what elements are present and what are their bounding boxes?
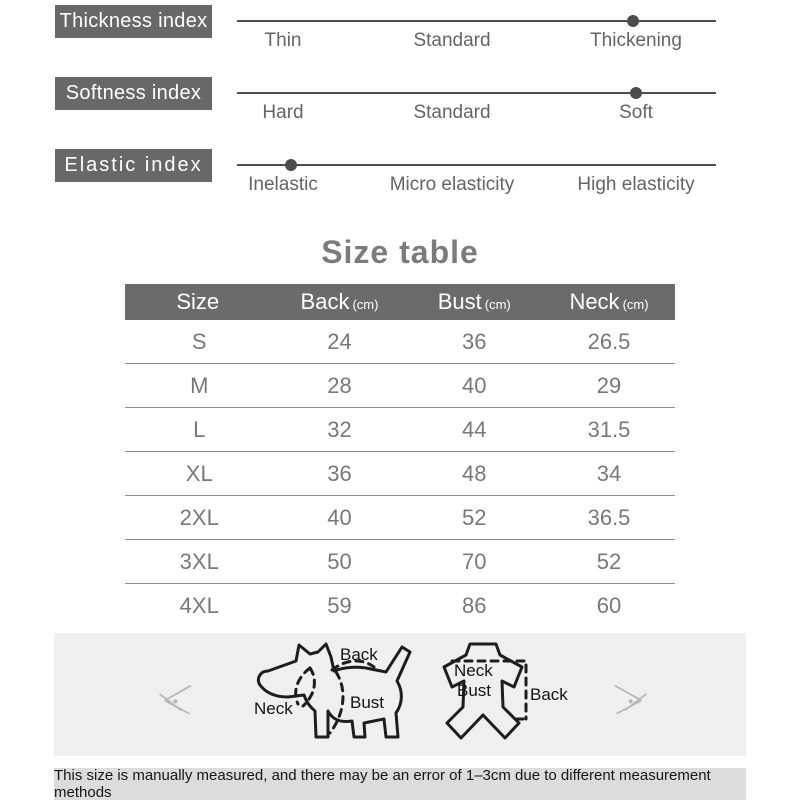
measurement-cell: 70: [462, 548, 487, 574]
measurement-cell: 26.5: [587, 328, 631, 354]
thickness-track: [237, 20, 716, 22]
carousel-prev-icon[interactable]: [158, 679, 196, 717]
measurement-cell: 52: [596, 548, 622, 574]
column-header-bust: Bust (cm): [406, 284, 544, 320]
softness-option-standard: Standard: [413, 102, 491, 123]
measurement-cell: 40: [327, 504, 352, 530]
elastic-option-inelastic: Inelastic: [248, 174, 318, 195]
size-cell: 4XL: [179, 592, 219, 618]
measurement-cell: 40: [462, 372, 487, 398]
thickness-index-row: [0, 0, 800, 70]
measurement-cell: 36: [462, 328, 487, 354]
softness-track: [237, 92, 716, 94]
size-cell: 2XL: [179, 504, 219, 530]
dog-bust-label: Bust: [350, 693, 385, 712]
size-table-row: [125, 540, 675, 584]
measurement-diagram-strip: [54, 633, 746, 756]
measurement-cell: 59: [327, 592, 352, 618]
column-header-neck: Neck (cm): [543, 284, 675, 320]
measurement-cell: 50: [327, 548, 352, 574]
size-cell: M: [190, 372, 209, 398]
elastic-dot-icon: [285, 159, 297, 171]
measurement-cell: 48: [462, 460, 487, 486]
softness-dot-icon: [630, 87, 642, 99]
size-table-header-row: [125, 284, 675, 320]
size-cell: S: [191, 328, 207, 354]
elastic-index-row: [0, 144, 800, 214]
measurement-cell: 24: [327, 328, 352, 354]
thickness-option-thin: Thin: [264, 30, 302, 51]
thickness-option-standard: Standard: [413, 30, 491, 51]
size-cell: L: [193, 416, 206, 442]
measurement-cell: 29: [596, 372, 622, 398]
dog-measurement-illustration: [244, 639, 429, 753]
measurement-cell: 28: [327, 372, 352, 398]
thickness-dot-icon: [627, 15, 639, 27]
measurement-cell: 36: [327, 460, 352, 486]
size-table-row: [125, 496, 675, 540]
measurement-cell: 36.5: [587, 504, 631, 530]
measurement-cell: 34: [596, 460, 622, 486]
disclaimer-text: This size is manually measured, and there may be an error of 1–3cm due to different measurement methods: [54, 767, 711, 801]
thickness-index-badge: Thickness index: [55, 5, 212, 38]
garment-bust-label: Bust: [457, 681, 492, 700]
size-table-row: [125, 584, 675, 628]
elastic-option-micro: Micro elasticity: [389, 174, 515, 195]
dog-neck-label: Neck: [254, 699, 293, 718]
measurement-cell: 32: [327, 416, 352, 442]
size-table-row: [125, 452, 675, 496]
measurement-cell: 31.5: [587, 416, 631, 442]
measurement-cell: 44: [462, 416, 487, 442]
softness-option-soft: Soft: [619, 102, 653, 123]
measurement-cell: 60: [596, 592, 622, 618]
elastic-track: [237, 164, 716, 166]
carousel-next-icon[interactable]: [610, 679, 648, 717]
disclaimer-bar: [54, 768, 746, 800]
elastic-option-high: High elasticity: [577, 174, 695, 195]
size-table-row: [125, 320, 675, 364]
thickness-option-thickening: Thickening: [590, 30, 682, 51]
softness-option-hard: Hard: [262, 102, 304, 123]
size-table-body: [125, 320, 675, 627]
softness-index-badge: Softness index: [55, 77, 212, 110]
size-table-row: [125, 408, 675, 452]
elastic-index-badge: Elastic index: [55, 149, 212, 182]
dog-back-label: Back: [340, 645, 378, 664]
garment-neck-label: Neck: [454, 661, 493, 680]
column-header-back: Back (cm): [274, 284, 406, 320]
column-header-size: Size: [125, 284, 274, 320]
size-cell: 3XL: [179, 548, 219, 574]
size-table-row: [125, 364, 675, 408]
softness-index-row: [0, 72, 800, 142]
size-table: [125, 284, 675, 627]
size-table-title: Size table: [321, 234, 479, 270]
measurement-cell: 86: [462, 592, 487, 618]
measurement-cell: 52: [462, 504, 487, 530]
garment-back-label: Back: [530, 685, 568, 704]
size-cell: XL: [185, 460, 213, 486]
